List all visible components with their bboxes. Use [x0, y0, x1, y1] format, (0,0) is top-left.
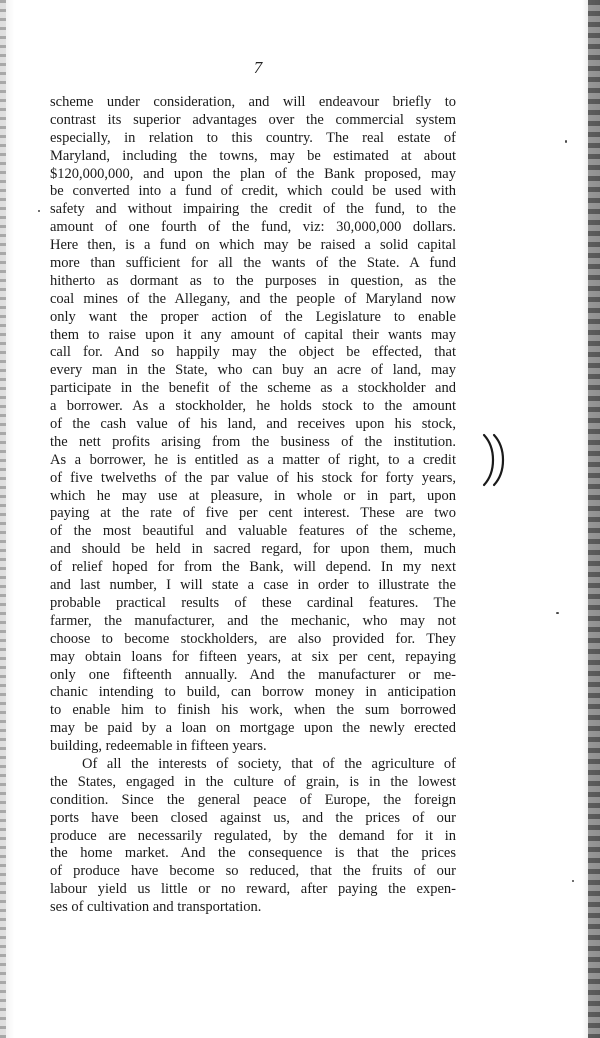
text-line: the States, engaged in the culture of grain, is in the lowest: [50, 773, 456, 790]
text-line: of the most beautiful and valuable features of the scheme,: [50, 523, 456, 540]
text-line: $120,000,000, and upon the plan of the Bank proposed, may: [50, 165, 456, 182]
text-line: may be paid by a loan on mortgage upon the newly erected: [50, 720, 456, 737]
text-line: them to raise upon it any amount of capital their wants may: [50, 326, 456, 343]
left-page-edge: [0, 0, 6, 1038]
text-line: scheme under consideration, and will endeavour briefly to: [50, 94, 456, 110]
paragraph-end-line: building, redeemable in fifteen years.: [50, 738, 267, 755]
text-line: produce are necessarily regulated, by the demand for it in: [50, 827, 456, 844]
margin-bracket-mark: [476, 432, 512, 488]
right-page-edge: [588, 0, 600, 1038]
text-line: be converted into a fund of credit, which could be used with: [50, 183, 456, 200]
text-line: to enable him to finish his work, when the sum borrowed: [50, 702, 456, 719]
paragraph-start-line: Of all the interests of society, that of the agriculture of: [82, 755, 456, 772]
text-line: and last number, I will state a case in order to illustrate the: [50, 577, 456, 594]
text-line: amount of one fourth of the fund, viz: 30,000,000 dollars.: [50, 219, 456, 236]
text-line: Here then, is a fund on which may be raised a solid capital: [50, 237, 456, 254]
text-line: and should be held in sacred regard, for upon them, much: [50, 541, 456, 558]
text-line: contrast its superior advantages over the commercial system: [50, 111, 456, 128]
text-line: call for. And so happily may the object be effected, that: [50, 344, 456, 361]
text-line: ports have been closed against us, and the prices of our: [50, 809, 456, 826]
text-line: the home market. And the consequence is that the prices: [50, 845, 456, 862]
text-line: Maryland, including the towns, may be estimated at about: [50, 147, 456, 164]
text-line: choose to become stockholders, are also provided for. They: [50, 630, 456, 647]
ink-speck: [38, 210, 40, 212]
text-line: chanic intending to build, can borrow money in anticipation: [50, 684, 456, 701]
text-line: which he may use at pleasure, in whole or in part, upon: [50, 487, 456, 504]
ink-speck: [556, 612, 559, 614]
text-line: coal mines of the Allegany, and the people of Maryland now: [50, 290, 456, 307]
text-line: of five twelveths of the par value of his stock for forty years,: [50, 469, 456, 486]
text-line: labour yield us little or no reward, after paying the expen-: [50, 881, 456, 898]
text-line: of produce have become so reduced, that the fruits of our: [50, 863, 456, 880]
text-line: more than sufficient for all the wants of the State. A fund: [50, 255, 456, 272]
text-line: the nett profits arising from the business of the institution.: [50, 433, 456, 450]
text-line: As a borrower, he is entitled as a matter of right, to a credit: [50, 451, 456, 468]
text-line: participate in the benefit of the scheme as a stockholder and: [50, 380, 456, 397]
paragraph-end-line: ses of cultivation and transportation.: [50, 899, 262, 916]
text-line: farmer, the manufacturer, and the mechanic, who may not: [50, 612, 456, 629]
page-number: 7: [253, 58, 263, 77]
text-line: only one fifteenth annually. And the manufacturer or me-: [50, 666, 456, 683]
text-line: a borrower. As a stockholder, he holds stock to the amount: [50, 398, 456, 415]
text-line: safety and without impairing the credit of the fund, to the: [50, 201, 456, 218]
text-line: every man in the State, who can buy an acre of land, may: [50, 362, 456, 379]
text-line: only want the proper action of the Legislature to enable: [50, 308, 456, 325]
ink-speck: [565, 140, 567, 143]
body-text: [50, 94, 456, 917]
text-line: of the cash value of his land, and receives upon his stock,: [50, 416, 456, 433]
text-line: condition. Since the general peace of Europe, the foreign: [50, 791, 456, 808]
text-line: hitherto as dormant as to the purposes in question, as the: [50, 272, 456, 289]
text-line: may obtain loans for fifteen years, at six per cent, repaying: [50, 648, 456, 665]
text-line: especially, in relation to this country. The real estate of: [50, 129, 456, 146]
text-line: paying at the rate of five per cent interest. These are two: [50, 505, 456, 522]
text-line: of relief hoped for from the Bank, will depend. In my next: [50, 559, 456, 576]
text-line: probable practical results of these cardinal features. The: [50, 594, 456, 611]
ink-speck: [572, 880, 574, 882]
